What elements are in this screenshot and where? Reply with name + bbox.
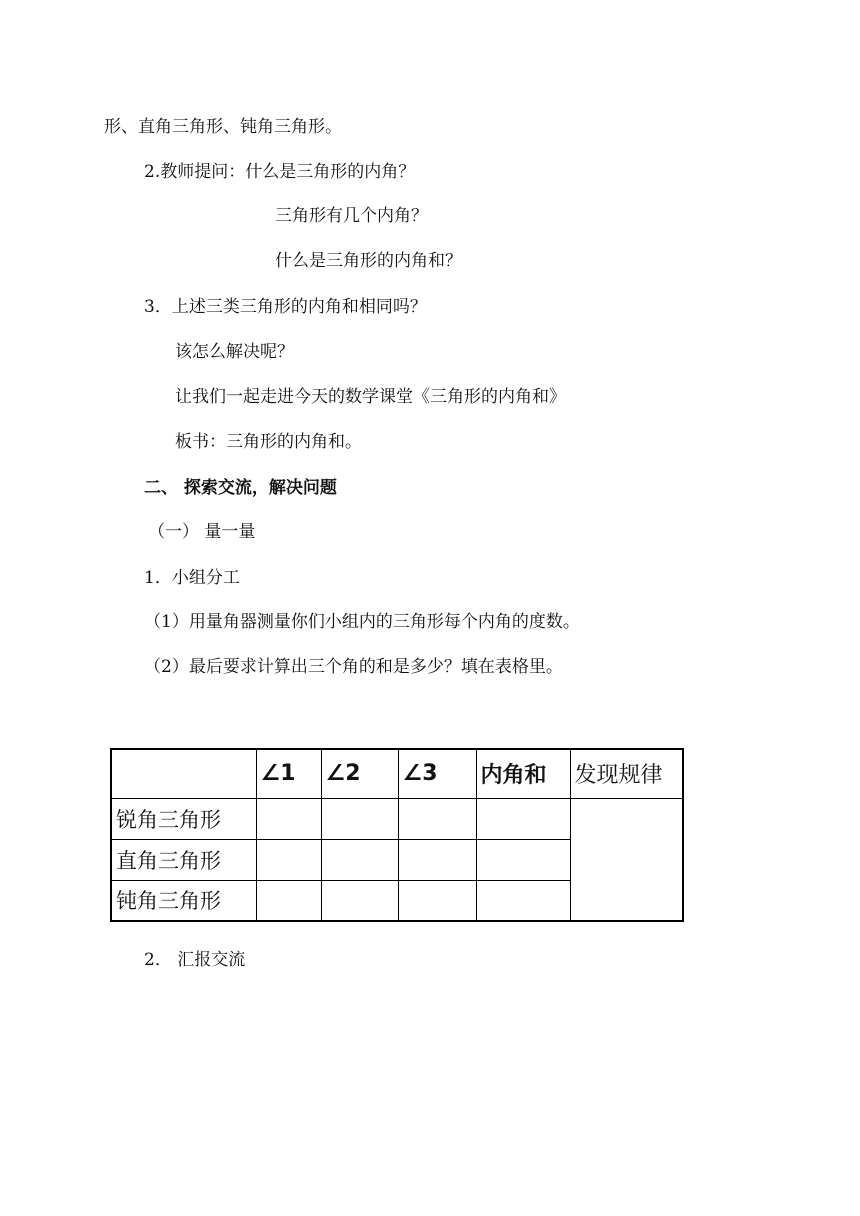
pattern-cell	[570, 798, 683, 921]
task-measure-angles: （1）用量角器测量你们小组内的三角形每个内角的度数。	[144, 612, 580, 632]
table-cell	[256, 880, 321, 921]
subsection-measure: （一） 量一量	[148, 522, 256, 542]
header-angle-2: ∠2	[321, 749, 398, 798]
table-cell	[476, 798, 570, 839]
question-3: 3．上述三类三角形的内角和相同吗？	[144, 297, 427, 317]
header-angle-sum: 内角和	[476, 749, 570, 798]
table-cell	[476, 880, 570, 921]
table-cell	[321, 798, 398, 839]
table-row	[111, 798, 683, 839]
task-compute-sum: （2）最后要求计算出三个角的和是多少？填在表格里。	[144, 657, 563, 677]
table-cell	[256, 839, 321, 880]
how-to-solve: 该怎么解决呢？	[175, 342, 294, 362]
teacher-question-3: 什么是三角形的内角和？	[275, 251, 462, 271]
table-cell	[256, 798, 321, 839]
header-empty	[111, 749, 256, 798]
table-header-row	[111, 749, 683, 798]
lesson-intro: 让我们一起走进今天的数学课堂《三角形的内角和》	[175, 387, 566, 407]
teacher-question-1: 2.教师提问：什么是三角形的内角？	[144, 162, 416, 182]
table-cell	[398, 798, 476, 839]
table-cell	[398, 880, 476, 921]
row-label-acute: 锐角三角形	[111, 798, 256, 839]
row-label-right: 直角三角形	[111, 839, 256, 880]
table-cell	[398, 839, 476, 880]
header-angle-3: ∠3	[398, 749, 476, 798]
header-angle-1: ∠1	[256, 749, 321, 798]
table-cell	[321, 839, 398, 880]
section-heading: 二、 探索交流，解决问题	[144, 478, 337, 498]
blackboard-note: 板书：三角形的内角和。	[175, 432, 362, 452]
table-cell	[321, 880, 398, 921]
teacher-question-2: 三角形有几个内角？	[275, 206, 428, 226]
step-report: 2． 汇报交流	[144, 950, 246, 970]
paragraph-triangle-types: 形、直角三角形、钝角三角形。	[104, 117, 342, 137]
header-pattern: 发现规律	[570, 749, 683, 798]
table-cell	[476, 839, 570, 880]
row-label-obtuse: 钝角三角形	[111, 880, 256, 921]
angle-sum-table	[110, 748, 684, 922]
step-group-work: 1．小组分工	[144, 568, 240, 588]
